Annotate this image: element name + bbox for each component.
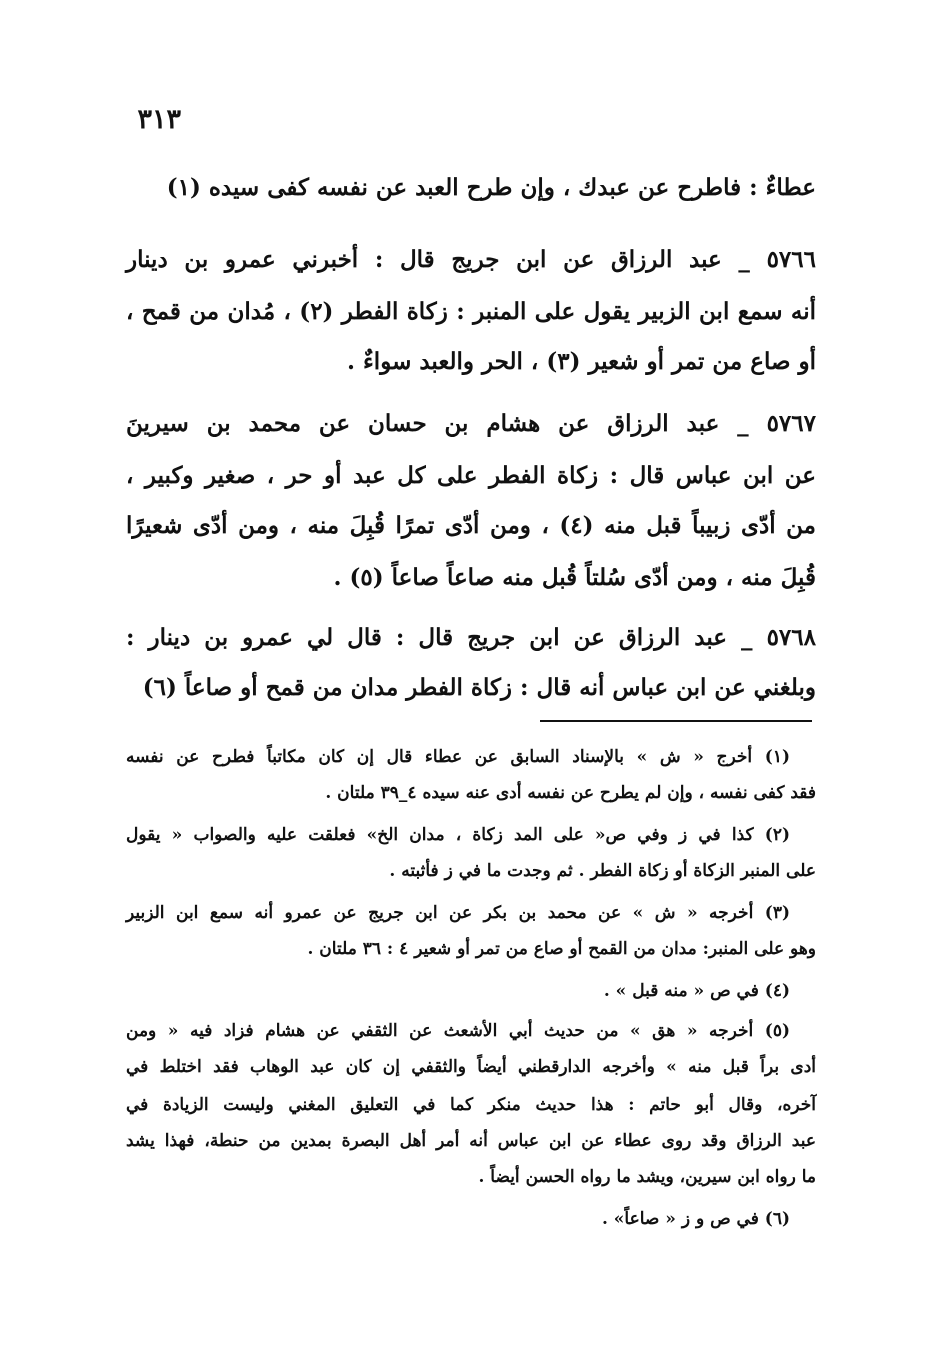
footnote-line: (٣) أخرجه « ش » عن محمد بن بكر عن ابن جريج عن عمرو أنه سمع ابن الزبير bbox=[126, 903, 790, 923]
page-number: ٣١٣ bbox=[137, 104, 181, 135]
footnote-line: أدى براً قبل منه » وأخرجه الدارقطني أيضاً والثقفي إن كان عبد الوهاب فقد اختلط في bbox=[126, 1057, 816, 1077]
main-text-line: ٥٧٦٦ _ عبد الرزاق عن ابن جريج قال : أخبرني عمرو بن دينار bbox=[126, 246, 816, 273]
main-text-line: ٥٧٦٧ _ عبد الرزاق عن هشام بن حسان عن محمد بن سيرينَ bbox=[126, 410, 816, 437]
footnote-line: (٢) كذا في ز وفي ص« على المد زكاة ، مدان الخ» فعلقت عليه والصواب « يقول bbox=[126, 825, 790, 845]
main-text-line: وبلغني عن ابن عباس أنه قال : زكاة الفطر مدان من قمح أو صاعاً (٦) bbox=[142, 674, 816, 701]
main-text-line: ٥٧٦٨ _ عبد الرزاق عن ابن جريج قال : قال لي عمرو بن دينار : bbox=[126, 624, 816, 651]
footnote-line: وهو على المنبر: مدان من القمح أو صاع من تمر أو شعير ٤ : ٣٦ ملتان . bbox=[307, 939, 816, 959]
footnote-line: (٦) في ص و ز « صاعاً» . bbox=[601, 1209, 790, 1229]
main-text-line: من أدّى زبيباً قبل منه (٤) ، ومن أدّى تمرًا قُبِلَ منه ، ومن أدّى شعيرًا bbox=[126, 512, 816, 539]
footnote-line: على المنبر الزكاة أو زكاة الفطر . ثم وجدت ما في ز فأثبته . bbox=[389, 861, 816, 881]
main-text-line: أو صاع من تمر أو شعير (٣) ، الحر والعبد سواءٌ . bbox=[346, 348, 816, 375]
footnote-divider bbox=[540, 720, 812, 722]
footnote-line: ما رواه ابن سيرين، ويشد ما رواه الحسن أيضاً . bbox=[478, 1167, 816, 1187]
footnote-line: (١) أخرج « ش » بالإسناد السابق عن عطاء قال إن كان مكاتباً فطرح عن نفسه bbox=[126, 747, 790, 767]
footnote-line: (٥) أخرجه « هق » من حديث أبي الأشعث عن الثقفي عن هشام فزاد فيه « ومن bbox=[126, 1021, 790, 1041]
footnote-line: فقد كفى نفسه ، وإن لم يطرح عن نفسه أدى عنه سيده ٤_٣٩ ملتان . bbox=[325, 783, 816, 803]
main-text-line: عطاءٌ : فاطرح عن عبدك ، وإن طرح العبد عن نفسه كفى سيده (١) bbox=[166, 174, 816, 201]
main-text-line: أنه سمع ابن الزبير يقول على المنبر : زكاة الفطر (٢) ، مُدان من قمح ، bbox=[126, 298, 816, 325]
main-text-line: قُبِلَ منه ، ومن أدّى سُلتاً قُبل منه صاعاً صاعاً (٥) . bbox=[333, 564, 816, 591]
footnote-line: (٤) في ص « منه قبل » . bbox=[603, 981, 790, 1001]
footnote-line: آخره، وقال أبو حاتم : هذا حديث منكر كما في التعليق المغني وليست الزيادة في bbox=[126, 1095, 816, 1115]
main-text-line: عن ابن عباس قال : زكاة الفطر على كل عبد أو حر ، صغير وكبير ، bbox=[126, 462, 816, 489]
footnote-line: عبد الرزاق وقد روى عطاء عن ابن عباس أنه أمر أهل البصرة بمدين من حنطة، فهذا يشد bbox=[126, 1131, 816, 1151]
